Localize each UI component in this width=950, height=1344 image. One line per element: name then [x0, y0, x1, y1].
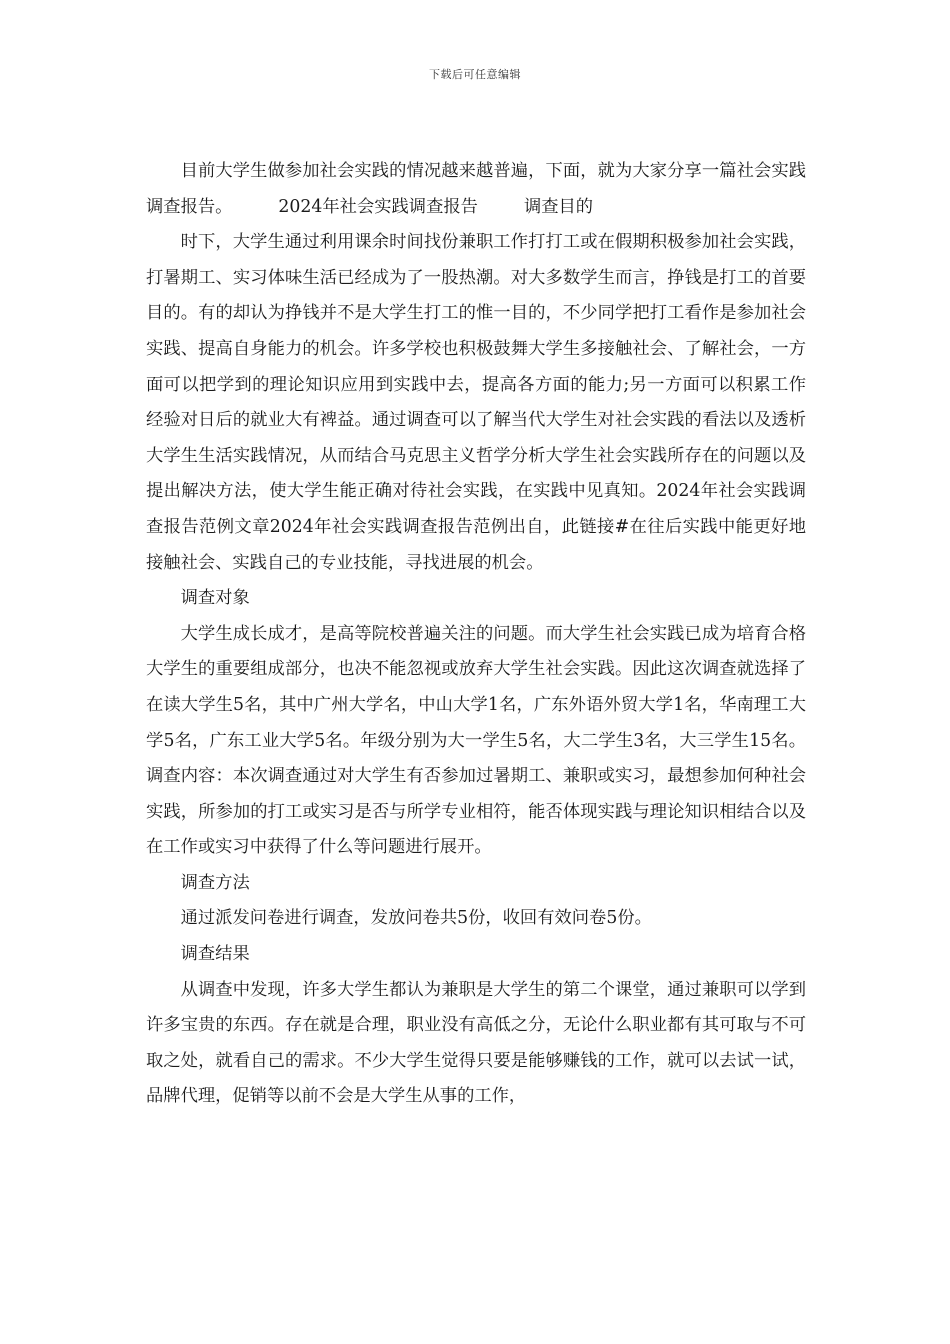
section-heading-purpose: 调查目的: [523, 196, 594, 217]
section-heading-subject: 调查对象: [180, 588, 250, 609]
section-heading-method: 调查方法: [180, 872, 250, 893]
intro-paragraph: [146, 154, 806, 225]
paragraph-purpose: 时下，大学生通过利用课余时间找份兼职工作打打工或在假期积极参加社会实践，打暑期工、实习体味生活已经成为了一股热潮。对大多数学生而言，挣钱是打工的首要目的。有的却认为挣钱并不是大学生打工的惟一目的，不少同学把打工看作是参加社会实践、提高自身能力的机会。许多学校也积极鼓舞大学生多接触社会、了解社会，一方面可以把学到的理论知识应用到实践中去，提高各方面的能力;另一方面可以积累工作经验对日后的就业大有裨益。通过调查可以了解当代大学生对社会实践的看法以及透析大学生生活实践情况，从而结合马克思主义哲学分析大学生社会实践所存在的问题以及提出解决方法，使大学生能正确对待社会实践，在实践中见真知。2024年社会实践调查报告范例文章2024年社会实践调查报告范例出自，此链接#在往后实践中能更好地接触社会、实践自己的专业技能，寻找进展的机会。: [146, 232, 806, 573]
paragraph-result: 从调查中发现，许多大学生都认为兼职是大学生的第二个课堂，通过兼职可以学到许多宝贵的东西。存在就是合理，职业没有高低之分，无论什么职业都有其可取与不可取之处，就看自己的需求。不少大学生觉得只要是能够赚钱的工作，就可以去试一试，品牌代理，促销等以前不会是大学生从事的工作，: [146, 979, 806, 1107]
header-note: 下载后可任意编辑: [429, 68, 521, 81]
report-title: 2024年社会实践调查报告: [278, 196, 478, 217]
paragraph-method: 通过派发问卷进行调查，发放问卷共5份，收回有效问卷5份。: [180, 908, 652, 929]
paragraph-subject: 大学生成长成才，是高等院校普遍关注的问题。而大学生社会实践已成为培育合格大学生的重要组成部分，也决不能忽视或放弃大学生社会实践。因此这次调查就选择了在读大学生5名，其中广州大学名，中山大学1名，广东外语外贸大学1名，华南理工大学5名，广东工业大学5名。年级分别为大一学生5名，大二学生3名，大三学生15名。 调查内容：本次调查通过对大学生有否参加过暑期工、兼职或实习，最想参加何种社会实践，所参加的打工或实习是否与所学专业相符，能否体现实践与理论知识相结合以及在工作或实习中获得了什么等问题进行展开。: [146, 623, 806, 858]
section-heading-result: 调查结果: [180, 944, 250, 965]
intro-text: 目前大学生做参加社会实践的情况越来越普遍，下面，就为大家分享一篇社会实践调查报告。: [146, 161, 806, 217]
document-body: [146, 154, 806, 1115]
